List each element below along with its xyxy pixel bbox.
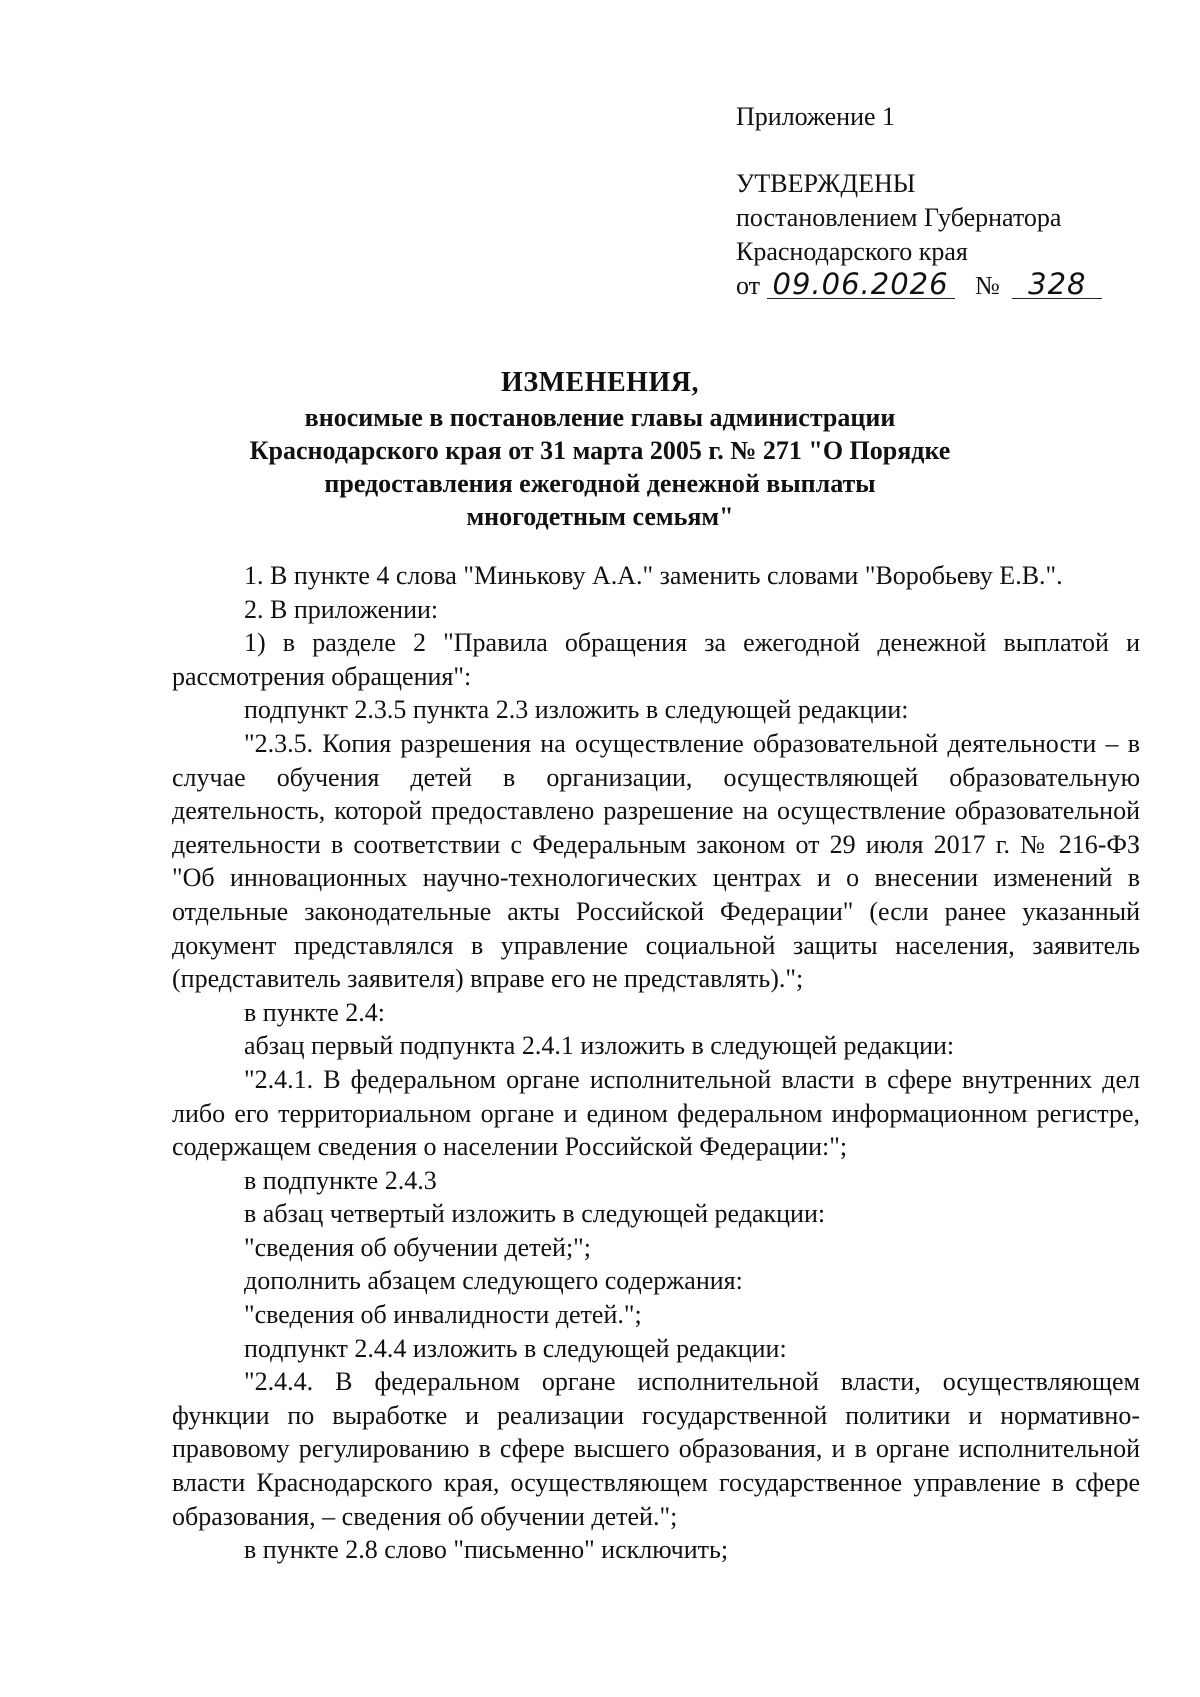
number-sign: № [975,271,1000,300]
paragraph: подпункт 2.3.5 пункта 2.3 изложить в следующей редакции: [244,695,909,725]
handwritten-number: 328 [1012,270,1102,299]
document-title [170,366,1030,533]
paragraph: в пункте 2.8 слово "письменно" исключить; [244,1535,729,1565]
appendix-label: Приложение 1 [736,102,896,131]
approval-block [736,100,1136,303]
approved-by-line-2: Краснодарского края [736,237,968,266]
approved-by-line-1: постановлением Губернатора [736,203,1062,232]
paragraph: "2.4.1. В федеральном органе исполнительной власти в сфере внутренних дел либо его территориальном органе и едином федеральном информационном регистре, содержащем сведения о населении Российской Федерации:"; [172,1064,1140,1162]
paragraph: в пункте 2.4: [244,997,386,1027]
paragraph: дополнить абзацем следующего содержания: [244,1266,743,1296]
paragraph: 2. В приложении: [244,594,439,624]
title-line-1: вносимые в постановление главы администрации [304,403,896,432]
title-line-4: многодетным семьям" [466,502,734,531]
paragraph: 1. В пункте 4 слова "Минькову А.А." заменить словами "Воробьеву Е.В.". [244,561,1063,590]
paragraph: в абзац четвертый изложить в следующей редакции: [244,1199,826,1229]
paragraph: "сведения об инвалидности детей."; [244,1300,642,1330]
title-line-3: предоставления ежегодной денежной выплаты [324,469,876,498]
date-prefix: от [736,271,761,300]
title-line-2: Краснодарского края от 31 марта 2005 г. № 271 "О Порядке [249,436,951,465]
paragraph: подпункт 2.4.4 изложить в следующей редакции: [244,1333,787,1363]
paragraph: "сведения об обучении детей;"; [244,1232,592,1262]
date-number-line [736,269,1136,303]
paragraph: "2.4.4. В федеральном органе исполнительной власти, осуществляющем функции по выработке и реализации государственной политики и нормативно-правовому регулированию в сфере высшего образования, и в органе исполнительной власти Краснодарского края, осуществляющем государственное управление в сфере образования, – сведения об обучении детей."; [172,1367,1140,1531]
paragraph: абзац первый подпункта 2.4.1 изложить в следующей редакции: [244,1031,955,1061]
title-heading: ИЗМЕНЕНИЯ, [501,367,699,398]
approved-label: УТВЕРЖДЕНЫ [736,169,916,198]
paragraph: 1) в разделе 2 "Правила обращения за ежегодной денежной выплатой и рассмотрения обращения": [172,628,1140,691]
paragraph: в подпункте 2.4.3 [244,1165,437,1195]
paragraph: "2.3.5. Копия разрешения на осуществление образовательной деятельности – в случае обучения детей в организации, осуществляющей образовательную деятельность, которой предоставлено разрешение на осуществление образовательной деятельности в соответствии с Федеральным законом от 29 июля 2017 г. № 216-ФЗ "Об инновационных научно-технологических центрах и о внесении изменений в отдельные законодательные акты Российской Федерации" (если ранее указанный документ представлялся в управление социальной защиты населения, заявитель (представитель заявителя) вправе его не представлять)."; [172,728,1140,994]
document-body [172,559,1140,1567]
handwritten-date: 09.06.2026 [767,270,955,299]
